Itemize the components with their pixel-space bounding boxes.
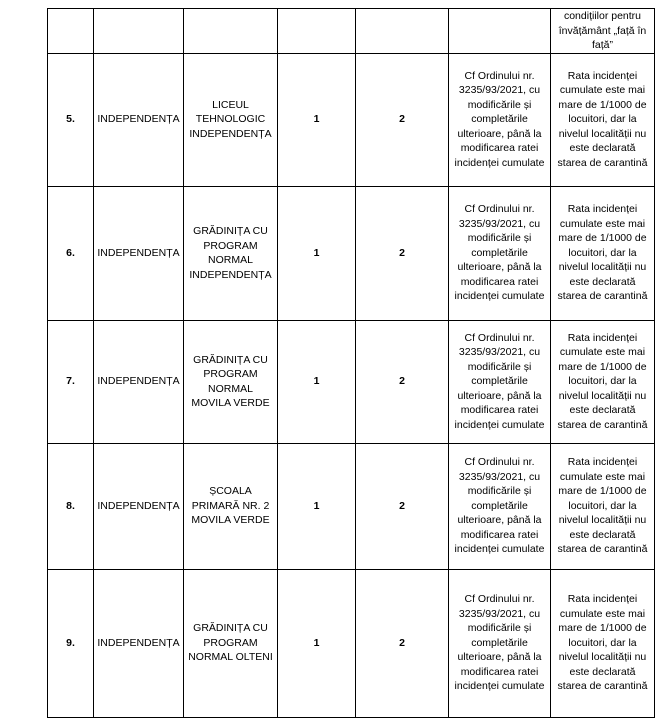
cell-empty: [48, 9, 94, 54]
cell-empty: [184, 9, 278, 54]
cell-row-number: 8.: [48, 443, 94, 569]
table-row-continuation: [48, 9, 655, 54]
cell-school-unit: LICEUL TEHNOLOGIC INDEPENDENȚA: [184, 53, 278, 186]
cell-value-col4: 1: [278, 443, 356, 569]
table-row: [48, 569, 655, 717]
cell-locality: INDEPENDENȚA: [94, 186, 184, 320]
cell-reason: Rata incidenței cumulate este mai mare de 1/1000 de locuitori, dar la nivelul localității nu este declarată starea de carantină: [551, 320, 655, 443]
cell-value-col4: 1: [278, 569, 356, 717]
cell-school-unit: ȘCOALA PRIMARĂ NR. 2 MOVILA VERDE: [184, 443, 278, 569]
cell-legal-basis: Cf Ordinului nr. 3235/93/2021, cu modificările și completările ulterioare, până la modificarea ratei incidenței cumulate: [449, 186, 551, 320]
cell-school-unit: GRĂDINIȚA CU PROGRAM NORMAL MOVILA VERDE: [184, 320, 278, 443]
cell-reason: Rata incidenței cumulate este mai mare de 1/1000 de locuitori, dar la nivelul localității nu este declarată starea de carantină: [551, 569, 655, 717]
cell-reason: Rata incidenței cumulate este mai mare de 1/1000 de locuitori, dar la nivelul localității nu este declarată starea de carantină: [551, 443, 655, 569]
schools-status-table: [47, 8, 655, 718]
cell-value-col5: 2: [356, 53, 449, 186]
cell-locality: INDEPENDENȚA: [94, 320, 184, 443]
table-row: [48, 53, 655, 186]
cell-value-col5: 2: [356, 186, 449, 320]
cell-school-unit: GRĂDINIȚA CU PROGRAM NORMAL INDEPENDENȚA: [184, 186, 278, 320]
cell-legal-basis: Cf Ordinului nr. 3235/93/2021, cu modificările și completările ulterioare, până la modificarea ratei incidenței cumulate: [449, 443, 551, 569]
cell-empty: [94, 9, 184, 54]
cell-locality: INDEPENDENȚA: [94, 53, 184, 186]
cell-value-col5: 2: [356, 320, 449, 443]
cell-locality: INDEPENDENȚA: [94, 443, 184, 569]
cell-legal-basis: Cf Ordinului nr. 3235/93/2021, cu modificările și completările ulterioare, până la modificarea ratei incidenței cumulate: [449, 53, 551, 186]
cell-value-col4: 1: [278, 53, 356, 186]
cell-value-col5: 2: [356, 569, 449, 717]
cell-reason: Rata incidenței cumulate este mai mare de 1/1000 de locuitori, dar la nivelul localității nu este declarată starea de carantină: [551, 53, 655, 186]
cell-row-number: 6.: [48, 186, 94, 320]
cell-row-number: 5.: [48, 53, 94, 186]
cell-row-number: 7.: [48, 320, 94, 443]
table-row: [48, 443, 655, 569]
table-row: [48, 186, 655, 320]
cell-empty: [449, 9, 551, 54]
cell-locality: INDEPENDENȚA: [94, 569, 184, 717]
cell-legal-basis: Cf Ordinului nr. 3235/93/2021, cu modificările și completările ulterioare, până la modificarea ratei incidenței cumulate: [449, 320, 551, 443]
cell-legal-basis: Cf Ordinului nr. 3235/93/2021, cu modificările și completările ulterioare, până la modificarea ratei incidenței cumulate: [449, 569, 551, 717]
cell-value-col4: 1: [278, 186, 356, 320]
cell-value-col5: 2: [356, 443, 449, 569]
table-row: [48, 320, 655, 443]
cell-value-col4: 1: [278, 320, 356, 443]
cell-empty: [278, 9, 356, 54]
cell-conditions-text: condițiilor pentru învățământ „față în față”: [551, 9, 655, 54]
cell-school-unit: GRĂDINIȚA CU PROGRAM NORMAL OLTENI: [184, 569, 278, 717]
cell-reason: Rata incidenței cumulate este mai mare de 1/1000 de locuitori, dar la nivelul localității nu este declarată starea de carantină: [551, 186, 655, 320]
cell-row-number: 9.: [48, 569, 94, 717]
cell-empty: [356, 9, 449, 54]
